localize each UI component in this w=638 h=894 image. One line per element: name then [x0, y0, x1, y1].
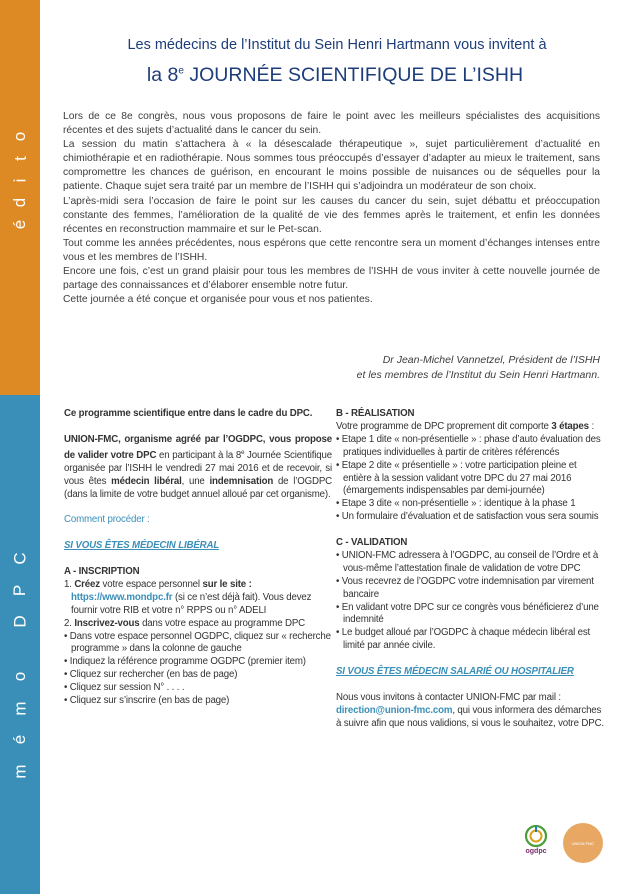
union-fmc-logo: UNION FMC [563, 823, 603, 863]
validation-bullet: • En validant votre DPC sur ce congrès vous bénéficierez d’une indemnité [336, 601, 599, 626]
realisation-bullet: • Un formulaire d’évaluation et de satisfaction vous sera soumis [336, 511, 599, 523]
edito-paragraph: La session du matin s’attachera à « la désescalade thérapeutique », sujet particulièrement d’actualité en chimiothérapie et en radiothérapie. Nous sommes tous préoccupés d’essayer d’adapter au mieux le traitement, sans compromettre les chances de guérison, en encourant le moins possible de nuisances ou de séquelles pour la patiente. Chaque sujet sera traité par un membre de l’ISHH qui s’adjoindra un modérateur de son choix. [63, 139, 600, 193]
dpc-intro: Ce programme scientifique entre dans le cadre du DPC. [64, 408, 313, 419]
edito-paragraph: Lors de ce 8e congrès, nous vous proposons de faire le point avec les meilleurs spécialistes des acquisitions récentes et des sujets d’actualité dans le cancer du sein. [63, 111, 600, 137]
step-1: 1. Créez votre espace personnel sur le site : [64, 578, 252, 590]
edito-signature: Dr Jean-Michel Vannetzel, Président de l’ISHH et les membres de l’Institut du Sein Henri Hartmann. [356, 354, 600, 381]
step-bullet: • Indiquez la référence programme OGDPC (premier item) [64, 656, 306, 668]
step-2: 2. Inscrivez-vous dans votre espace au programme DPC [64, 617, 305, 629]
step-1-detail: https://www.mondpc.fr (si ce n’est déjà fait). Vous devez fournir votre RIB et votre n° RPPS ou n° ADELI [71, 591, 312, 616]
edito-text [63, 110, 600, 307]
edito-paragraph: Encore une fois, c’est un grand plaisir pour tous les membres de l’ISHH de vous inviter à cette nouvelle journée de partage des connaissances et d’élaborer ensemble notre futur. [63, 266, 600, 292]
salarie-heading: SI VOUS ÊTES MÉDECIN SALARIÉ OU HOSPITALIER [336, 666, 574, 678]
validation-heading: C - VALIDATION [336, 537, 408, 549]
edito-paragraph: L’après-midi sera l’occasion de faire le point sur les causes du cancer du sein, sujet débattu et préoccupation constante des femmes, l’amélioration de la qualité de vie des femmes après le traitement, et enfin les données récentes en reconstruction mammaire et sur le Pet-scan. [63, 195, 600, 235]
contact-email-link[interactable]: direction@union-fmc.com [336, 704, 453, 716]
dpc-left-column [64, 408, 332, 708]
step-bullet: • Dans votre espace personnel OGDPC, cliquez sur « recherche programme » dans la colonne de gauche [64, 630, 331, 655]
ogdpc-logo: ogdpc [522, 824, 550, 860]
validation-bullet: • UNION-FMC adressera à l’OGDPC, au conseil de l’Ordre et à vous-même l’attestation finale de validation de votre DPC [336, 549, 599, 574]
inscription-heading: A - INSCRIPTION [64, 566, 140, 578]
dpc-right-column [336, 408, 604, 731]
how-to-label: Comment procéder : [64, 514, 150, 526]
step-bullet: • Cliquez sur session N° . . . . [64, 682, 185, 694]
liberal-heading: SI VOUS ÊTES MÉDECIN LIBÉRAL [64, 540, 220, 552]
dpc-union-paragraph: UNION-FMC, organisme agréé par l’OGDPC, vous propose de valider votre DPC en participant à la 8e Journée Scientifique organisée par l’ISHH le vendredi 27 mai 2016 et de recevoir, si vous êtes médecin libéral, une indemnisation de l’OGDPC (dans la limite de votre budget annuel alloué par cet organisme). [64, 433, 332, 500]
validation-bullet: • Le budget alloué par l’OGDPC à chaque médecin libéral est limité par année civile. [336, 627, 591, 652]
ogdpc-emblem-icon [524, 824, 548, 848]
step-bullet: • Cliquez sur s’inscrire (en bas de page) [64, 695, 230, 707]
realisation-bullet: • Etape 2 dite « présentielle » : votre participation pleine et entière à la session validant votre DPC du 27 mai 2016 (émargements indispensables par demi-journée) [336, 459, 577, 497]
mondpc-link[interactable]: https://www.mondpc.fr [71, 591, 173, 603]
realisation-heading: B - RÉALISATION [336, 408, 415, 419]
validation-bullet: • Vous recevrez de l’OGDPC votre indemnisation par virement bancaire [336, 575, 594, 600]
realisation-bullet: • Etape 1 dite « non-présentielle » : phase d’auto évaluation des pratiques individuelles à partir de critères référencés [336, 433, 601, 458]
edito-paragraph: Tout comme les années précédentes, nous espérons que cette rencontre sera un moment d’échanges intenses entre vous et les membres de l’ISHH. [63, 237, 600, 263]
header-subtitle: Les médecins de l’Institut du Sein Henri Hartmann vous invitent à [127, 37, 547, 53]
realisation-intro: Votre programme de DPC proprement dit comporte 3 étapes : [336, 420, 594, 432]
step-bullet: • Cliquez sur rechercher (en bas de page) [64, 669, 238, 681]
contact-paragraph: Nous vous invitons à contacter UNION-FMC par mail : direction@union-fmc.com, qui vous informera des démarches à suivre afin que nous validions, si vous le souhaitez, votre DPC. [336, 691, 604, 729]
memo-dpc-vertical-label: C P D o m é m [10, 552, 30, 779]
edito-paragraph: Cette journée a été conçue et organisée pour vous et nos patientes. [63, 294, 373, 306]
realisation-bullet: • Etape 3 dite « non-présentielle » : identique à la phase 1 [336, 498, 576, 510]
edito-vertical-label: o t i d é [10, 131, 30, 230]
page-title: la 8e JOURNÉE SCIENTIFIQUE DE L’ISHH [146, 64, 524, 86]
